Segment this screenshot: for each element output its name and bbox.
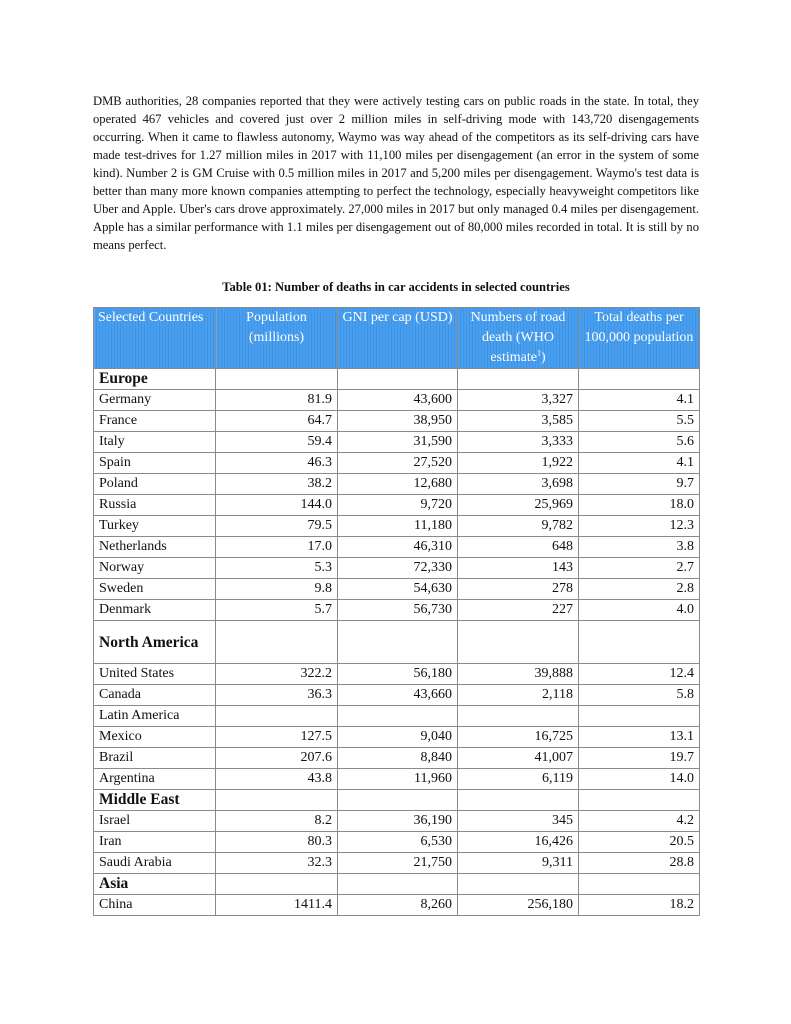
empty-cell [458,621,579,664]
deaths-cell: 39,888 [458,664,579,685]
deaths-cell: 1,922 [458,453,579,474]
deaths-cell: 9,311 [458,853,579,874]
empty-cell [579,706,700,727]
rate-cell: 18.0 [579,495,700,516]
country-cell: France [94,411,216,432]
table-row [94,495,700,516]
empty-cell [458,790,579,811]
country-cell: China [94,895,216,916]
empty-cell [338,706,458,727]
population-cell: 80.3 [216,832,338,853]
country-cell: Sweden [94,579,216,600]
rate-cell: 5.6 [579,432,700,453]
empty-cell [458,874,579,895]
gni-cell: 9,720 [338,495,458,516]
country-cell: Iran [94,832,216,853]
population-cell: 5.7 [216,600,338,621]
table-row [94,432,700,453]
table-row [94,769,700,790]
table-row [94,579,700,600]
gni-cell: 21,750 [338,853,458,874]
gni-cell: 36,190 [338,811,458,832]
region-row-north-america [94,621,700,664]
table-row [94,895,700,916]
rate-cell: 12.3 [579,516,700,537]
body-paragraph: DMB authorities, 28 companies reported that they were actively testing cars on public roads in the state. In total, they operated 467 vehicles and covered just over 2 million miles in self-driving mode with 143,720 disengagements occurring. When it came to flawless autonomy, Waymo was way ahead of the competitors as its self-driving cars have made test-drives for 1.27 million miles in 2017 with 11,100 miles per disengagement (an error in the system of some kind). Number 2 is GM Cruise with 0.5 million miles in 2017 and 5,200 miles per disengagement. Waymo's test data is better than many more known companies attempting to perfect the technology, especially heavyweight competitors like Uber and Apple. Uber's cars drove approximately. 27,000 miles in 2017 but only managed 0.4 miles per disengagement. Apple has a similar performance with 1.1 miles per disengagement out of 80,000 miles recorded in total. It is still by no means perfect. [93,94,699,252]
deaths-cell: 278 [458,579,579,600]
country-cell: Italy [94,432,216,453]
header-road-deaths [458,308,579,369]
deaths-cell: 3,327 [458,390,579,411]
region-row-europe [94,369,700,390]
empty-cell [338,621,458,664]
empty-cell [216,621,338,664]
empty-cell [338,790,458,811]
table-row [94,474,700,495]
deaths-cell: 256,180 [458,895,579,916]
rate-cell: 2.8 [579,579,700,600]
population-cell: 36.3 [216,685,338,706]
country-cell: Russia [94,495,216,516]
rate-cell: 14.0 [579,769,700,790]
population-cell: 207.6 [216,748,338,769]
population-cell: 81.9 [216,390,338,411]
country-cell: Canada [94,685,216,706]
population-cell: 38.2 [216,474,338,495]
deaths-cell: 9,782 [458,516,579,537]
gni-cell: 56,180 [338,664,458,685]
region-label: Asia [94,874,216,895]
country-cell: Spain [94,453,216,474]
country-cell: Argentina [94,769,216,790]
table-row [94,685,700,706]
table-row [94,411,700,432]
region-label: North America [94,621,216,664]
table-row [94,516,700,537]
empty-cell [579,621,700,664]
table-row [94,453,700,474]
population-cell: 9.8 [216,579,338,600]
empty-cell [579,874,700,895]
road-deaths-table [93,307,700,916]
header-population: Population (millions) [216,308,338,369]
gni-cell: 8,840 [338,748,458,769]
region-row-asia [94,874,700,895]
header-deaths-per-100k: Total deaths per 100,000 population [579,308,700,369]
gni-cell: 72,330 [338,558,458,579]
country-cell: Poland [94,474,216,495]
population-cell: 144.0 [216,495,338,516]
rate-cell: 19.7 [579,748,700,769]
population-cell: 79.5 [216,516,338,537]
population-cell: 59.4 [216,432,338,453]
rate-cell: 13.1 [579,727,700,748]
population-cell: 5.3 [216,558,338,579]
empty-cell [338,874,458,895]
gni-cell: 6,530 [338,832,458,853]
deaths-cell: 227 [458,600,579,621]
header-road-deaths-close: ) [540,350,546,365]
header-selected-countries: Selected Countries [94,308,216,369]
population-cell: 43.8 [216,769,338,790]
rate-cell: 4.0 [579,600,700,621]
deaths-cell: 16,426 [458,832,579,853]
gni-cell: 8,260 [338,895,458,916]
table-row [94,727,700,748]
gni-cell: 43,600 [338,390,458,411]
empty-cell [338,369,458,390]
gni-cell: 46,310 [338,537,458,558]
header-gni-per-cap: GNI per cap (USD) [338,308,458,369]
deaths-cell: 6,119 [458,769,579,790]
deaths-cell: 3,333 [458,432,579,453]
empty-cell [579,790,700,811]
table-row [94,832,700,853]
empty-cell [216,706,338,727]
rate-cell: 28.8 [579,853,700,874]
region-label: Middle East [94,790,216,811]
deaths-cell: 143 [458,558,579,579]
population-cell: 8.2 [216,811,338,832]
country-cell: Norway [94,558,216,579]
deaths-cell: 25,969 [458,495,579,516]
region-row-middle-east [94,790,700,811]
header-road-deaths-text: Numbers of road death (WHO estimate [470,310,566,365]
deaths-cell: 2,118 [458,685,579,706]
table-caption: Table 01: Number of deaths in car accidents in selected countries [222,280,570,294]
gni-cell: 54,630 [338,579,458,600]
rate-cell: 12.4 [579,664,700,685]
country-cell: Mexico [94,727,216,748]
table-row [94,853,700,874]
region-row-latin-america [94,706,700,727]
table-row [94,811,700,832]
gni-cell: 11,960 [338,769,458,790]
gni-cell: 12,680 [338,474,458,495]
rate-cell: 20.5 [579,832,700,853]
table-row [94,558,700,579]
country-cell: Saudi Arabia [94,853,216,874]
rate-cell: 4.2 [579,811,700,832]
empty-cell [458,369,579,390]
country-cell: Denmark [94,600,216,621]
rate-cell: 4.1 [579,390,700,411]
empty-cell [216,874,338,895]
population-cell: 322.2 [216,664,338,685]
country-cell: Israel [94,811,216,832]
empty-cell [216,790,338,811]
rate-cell: 5.8 [579,685,700,706]
country-cell: Brazil [94,748,216,769]
table-row [94,664,700,685]
population-cell: 46.3 [216,453,338,474]
rate-cell: 3.8 [579,537,700,558]
gni-cell: 11,180 [338,516,458,537]
rate-cell: 2.7 [579,558,700,579]
gni-cell: 31,590 [338,432,458,453]
rate-cell: 4.1 [579,453,700,474]
gni-cell: 38,950 [338,411,458,432]
deaths-cell: 3,585 [458,411,579,432]
population-cell: 1411.4 [216,895,338,916]
footnote-marker: 1 [536,348,541,358]
empty-cell [216,369,338,390]
empty-cell [458,706,579,727]
country-cell: Netherlands [94,537,216,558]
gni-cell: 27,520 [338,453,458,474]
table-row [94,748,700,769]
rate-cell: 5.5 [579,411,700,432]
country-cell: Germany [94,390,216,411]
deaths-cell: 16,725 [458,727,579,748]
population-cell: 32.3 [216,853,338,874]
empty-cell [579,369,700,390]
gni-cell: 9,040 [338,727,458,748]
population-cell: 64.7 [216,411,338,432]
table-header-row [94,308,700,369]
deaths-cell: 648 [458,537,579,558]
rate-cell: 18.2 [579,895,700,916]
deaths-cell: 41,007 [458,748,579,769]
region-label: Latin America [94,706,216,727]
country-cell: Turkey [94,516,216,537]
country-cell: United States [94,664,216,685]
table-row [94,600,700,621]
region-label: Europe [94,369,216,390]
deaths-cell: 345 [458,811,579,832]
deaths-cell: 3,698 [458,474,579,495]
gni-cell: 43,660 [338,685,458,706]
table-row [94,390,700,411]
gni-cell: 56,730 [338,600,458,621]
population-cell: 17.0 [216,537,338,558]
table-row [94,537,700,558]
population-cell: 127.5 [216,727,338,748]
rate-cell: 9.7 [579,474,700,495]
